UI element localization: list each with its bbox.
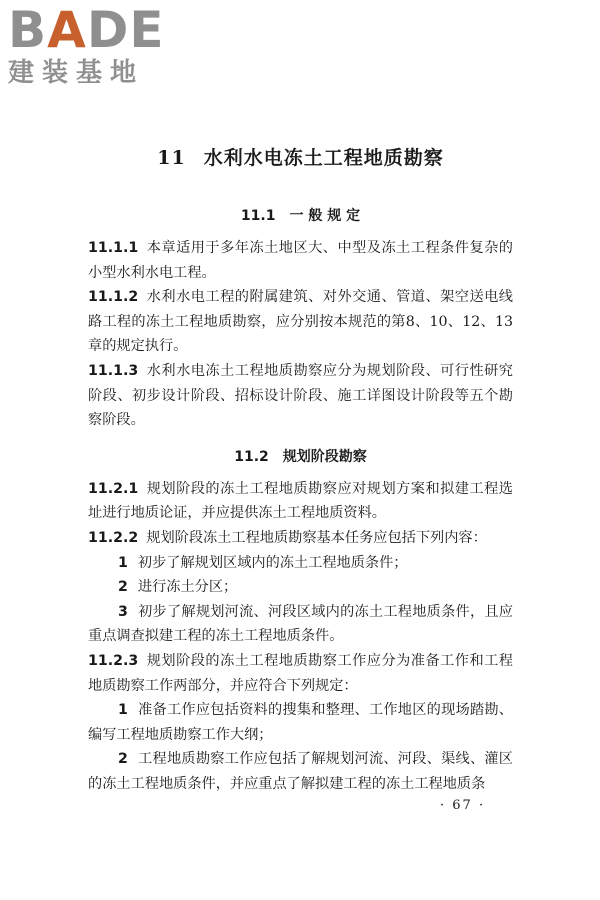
clause-paragraph [88,649,513,698]
logo-wordmark: BADE [8,1,165,59]
page-number: · 67 · [440,798,486,813]
section-number: 11.1 [240,208,276,224]
list-item: 2 工程地质勘察工作应包括了解规划河流、河段、渠线、灌区的冻土工程地质条件，并应重点了解拟建工程的冻土工程地质条 [88,751,513,792]
logo [8,1,165,88]
chapter-number: 11 [157,147,186,169]
clause-paragraph [88,285,513,359]
list-item: 1 初步了解规划区域内的冻土工程地质条件； [118,554,408,571]
list-item: 3 初步了解规划河流、河段区域内的冻土工程地质条件，且应重点调查拟建工程的冻土工程地质条件。 [88,603,513,645]
document-page [88,140,513,796]
clause-text: 规划阶段的冻土工程地质勘察工作应分为准备工作和工程地质勘察工作两部分，并应符合下列规定： [88,652,513,694]
item-number: 1 [118,554,128,571]
clause-text: 规划阶段的冻土工程地质勘察应对规划方案和拟建工程选址进行地质论证，并应提供冻土工程地质资料。 [88,480,513,522]
clause-number: 11.1.2 [88,289,139,306]
clause-text: 规划阶段冻土工程地质勘察基本任务应包括下列内容： [146,529,487,546]
section-title: 11.1 一 般 规 定 [240,208,361,224]
clause-text: 水利水电工程的附属建筑、对外交通、管道、架空送电线路工程的冻土工程地质勘察，应分别按本规范的第8、10、12、13章的规定执行。 [88,289,513,355]
section-title: 11.2 规划阶段勘察 [234,448,367,465]
clause-paragraph [88,477,513,526]
clause-paragraph [88,236,513,285]
clause-text: 本章适用于多年冻土地区大、中型及冻土工程条件复杂的小型水利水电工程。 [88,240,513,281]
item-number: 2 [118,751,128,768]
clause-number: 11.2.3 [88,652,139,669]
chapter-title-text: 水利水电冻土工程地质勘察 [203,147,444,169]
clause-number: 11.1.1 [88,240,139,256]
clause-number: 11.1.3 [88,362,139,379]
item-number: 3 [118,603,128,620]
clause-number: 11.2.1 [88,480,139,497]
clause-text: 水利水电冻土工程地质勘察应分为规划阶段、可行性研究阶段、初步设计阶段、招标设计阶段、施工详图设计阶段等五个勘察阶段。 [88,362,513,429]
section-number: 11.2 [234,448,269,465]
clause-paragraph [88,359,513,433]
clause-number: 11.2.2 [88,529,139,546]
list-item: 2 进行冻土分区； [118,579,238,596]
item-number: 2 [118,579,128,596]
logo-chinese-name: 建装基地 [8,58,145,88]
clause-paragraph [88,526,513,551]
chapter-title [88,140,513,176]
list-item: 1 准备工作应包括资料的搜集和整理、工作地区的现场踏勘、编写工程地质勘察工作大纲； [88,702,513,743]
item-number: 1 [118,702,128,719]
